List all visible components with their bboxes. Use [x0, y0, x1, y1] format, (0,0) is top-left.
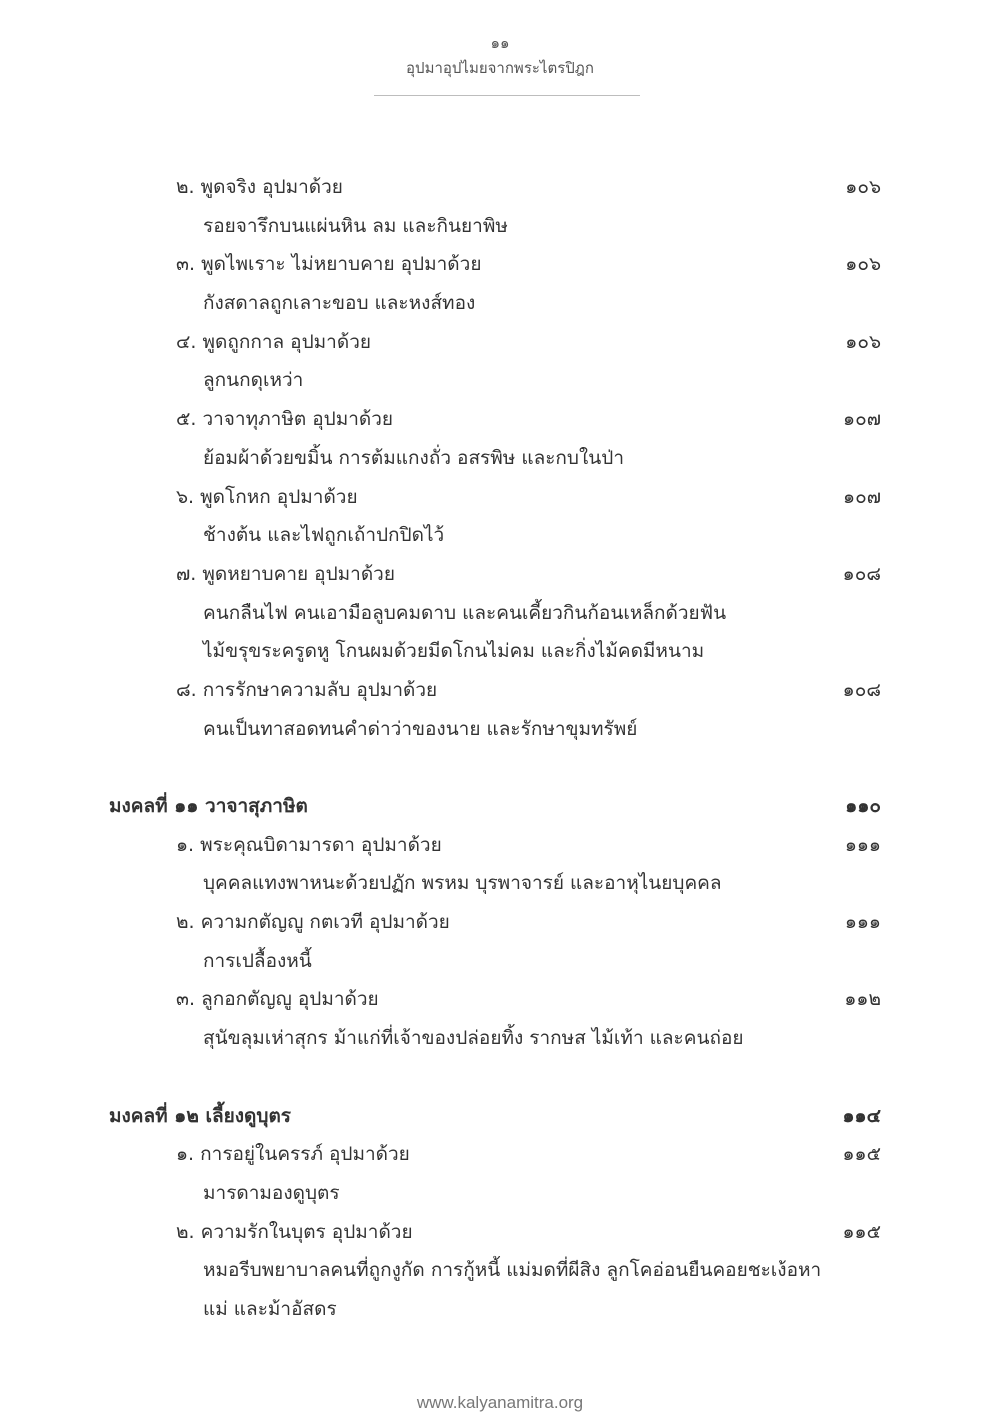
toc-entry: [0, 1135, 1000, 1174]
table-of-contents: [0, 168, 1000, 1329]
toc-entry-text: ๒. พูดจริง อุปมาด้วย: [176, 176, 343, 198]
toc-entry-description: [0, 284, 1000, 323]
page-ref: ๑๑๐: [845, 795, 881, 817]
toc-entry-text: ๘. การรักษาความลับ อุปมาด้วย: [176, 678, 438, 701]
toc-entry-description-text: รอยจารึกบนแผ่นหิน ลม และกินยาพิษ: [203, 214, 508, 237]
toc-entry-description-text: บุคคลแทงพาหนะด้วยปฏัก พรหม บุรพาจารย์ และอาหุไนยบุคคล: [203, 872, 722, 895]
page-ref: ๑๐๖: [845, 176, 881, 198]
toc-entry-description: [0, 864, 1000, 903]
page-ref: ๑๑๕: [842, 1143, 881, 1166]
toc-entry: [0, 478, 1000, 517]
toc-entry-description-text: หมอรีบพยาบาลคนที่ถูกงูกัด การกู้หนี้ แม่มดที่ผีสิง ลูกโคอ่อนยืนคอยชะเง้อหา: [203, 1259, 822, 1282]
toc-entry: [0, 980, 1000, 1019]
toc-entry-description-text: ลูกนกดุเหว่า: [203, 369, 304, 392]
toc-entry: [0, 1213, 1000, 1252]
page-ref: ๑๑๑: [844, 833, 881, 856]
toc-entry-description: [0, 516, 1000, 555]
toc-section-heading: [0, 787, 1000, 826]
book-title: อุปมาอุปไมยจากพระไตรปิฎก: [406, 59, 594, 77]
toc-entry: [0, 168, 1000, 207]
toc-entry-text: ๖. พูดโกหก อุปมาด้วย: [176, 485, 358, 508]
toc-entry-description: [0, 1290, 1000, 1329]
page-ref: ๑๐๖: [845, 253, 881, 276]
section-spacer: [0, 748, 1000, 787]
footer-website: www.kalyanamitra.org: [416, 1393, 584, 1412]
toc-entry-description: [0, 1019, 1000, 1058]
toc-entry-description: [0, 361, 1000, 400]
toc-entry-description: [0, 942, 1000, 981]
toc-entry-description-text: ไม้ขรุขระครูดหู โกนผมด้วยมีดโกนไม่คม และกิ่งไม้คดมีหนาม: [203, 640, 705, 663]
toc-entry-text: ๗. พูดหยาบคาย อุปมาด้วย: [176, 562, 395, 585]
toc-entry-description-text: การเปลื้องหนี้: [203, 949, 312, 972]
toc-entry-description-text: คนเป็นทาสอดทนคำด่าว่าของนาย และรักษาขุมทรัพย์: [203, 717, 638, 740]
toc-entry: [0, 400, 1000, 439]
section-spacer: [0, 1058, 1000, 1097]
toc-entry-description: [0, 207, 1000, 246]
page-ref: ๑๐๘: [842, 562, 881, 585]
toc-entry: [0, 245, 1000, 284]
toc-entry-description-text: สุนัขลุมเห่าสุกร ม้าแก่ที่เจ้าของปล่อยทิ้ง รากษส ไม้เท้า และคนถ่อย: [203, 1027, 744, 1050]
page-ref: ๑๐๗: [843, 485, 881, 508]
toc-entry-text: ๑. การอยู่ในครรภ์ อุปมาด้วย: [176, 1143, 410, 1166]
toc-entry-description: [0, 710, 1000, 749]
toc-entry: [0, 826, 1000, 865]
toc-entry: [0, 671, 1000, 710]
toc-entry-text: ๑. พระคุณบิดามารดา อุปมาด้วย: [176, 833, 442, 856]
toc-section-heading-text: มงคลที่ ๑๑ วาจาสุภาษิต: [109, 795, 308, 817]
toc-entry: [0, 903, 1000, 942]
toc-section-heading: [0, 1097, 1000, 1136]
toc-entry-description: [0, 594, 1000, 633]
toc-entry-description: [0, 632, 1000, 671]
toc-section-heading-text: มงคลที่ ๑๒ เลี้ยงดูบุตร: [109, 1104, 291, 1127]
page-ref: ๑๐๗: [843, 408, 881, 431]
page-ref: ๑๑๑: [844, 911, 881, 934]
toc-entry-description-text: มารดามองดูบุตร: [203, 1181, 340, 1204]
toc-entry-description: [0, 1251, 1000, 1290]
page-ref: ๑๑๔: [842, 1104, 881, 1127]
page-header: [0, 34, 1000, 78]
toc-entry: [0, 323, 1000, 362]
toc-entry-description-text: แม่ และม้าอัสดร: [203, 1297, 337, 1320]
toc-entry-description-text: กังสดาลถูกเลาะขอบ และหงส์ทอง: [203, 292, 476, 315]
page-ref: ๑๑๕: [842, 1220, 881, 1243]
toc-entry: [0, 555, 1000, 594]
toc-entry-description: [0, 1174, 1000, 1213]
page-ref: ๑๐๖: [845, 330, 881, 353]
toc-entry-text: ๓. ลูกอกตัญญู อุปมาด้วย: [176, 988, 379, 1011]
toc-entry-description-text: ย้อมผ้าด้วยขมิ้น การต้มแกงถั่ว อสรพิษ และกบในป่า: [203, 446, 624, 469]
toc-entry-description-text: คนกลืนไฟ คนเอามือลูบคมดาบ และคนเคี้ยวกินก้อนเหล็กด้วยฟัน: [203, 601, 727, 624]
toc-entry-text: ๒. ความรักในบุตร อุปมาด้วย: [176, 1220, 413, 1243]
toc-entry-text: ๒. ความกตัญญู กตเวที อุปมาด้วย: [176, 911, 450, 934]
toc-entry-description: [0, 439, 1000, 478]
toc-entry-description-text: ช้างต้น และไฟถูกเถ้าปกปิดไว้: [203, 524, 445, 547]
toc-entry-text: ๓. พูดไพเราะ ไม่หยาบคาย อุปมาด้วย: [176, 253, 482, 276]
header-divider: [374, 95, 640, 96]
toc-entry-text: ๕. วาจาทุภาษิต อุปมาด้วย: [176, 408, 394, 431]
page-ref: ๑๑๒: [844, 988, 881, 1011]
toc-entry-text: ๔. พูดถูกกาล อุปมาด้วย: [176, 330, 371, 353]
page-ref: ๑๐๘: [842, 678, 881, 701]
page-number: ๑๑: [490, 34, 510, 52]
